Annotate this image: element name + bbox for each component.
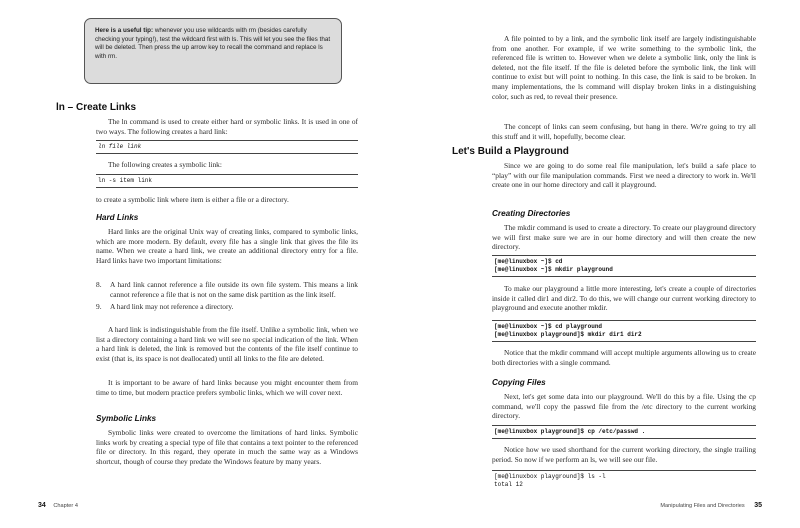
list-text: A hard link cannot reference a file outside its own file system. This means a link cannot reference a file that is not on the same disk partition as the link itself. [110, 280, 358, 299]
hard-links-heading: Hard Links [96, 213, 139, 222]
page-number: 34 [38, 502, 46, 509]
chapter-title-label: Manipulating Files and Directories [660, 503, 745, 509]
playground-heading: Let's Build a Playground [452, 146, 569, 157]
code-mkdir: [me@linuxbox ~]$ cd [me@linuxbox ~]$ mkdir playground [492, 255, 756, 277]
broken-links-para: A file pointed to by a link, and the symbolic link itself are largely indistinguishable from one another. For example, if we write something to the symbolic link, the referenced file is written to. However when we delete a symbolic link, only the link is deleted, not the file itself. If the file is deleted before the symbolic link, the link will continue to exist but will point to nothing. In this case, the link is said to be broken. In many implementations, the ls command will display broken links in a distinguishing color, such as red, to reveal their presence. [492, 34, 756, 101]
list-number: 8. [96, 280, 102, 289]
where-text: to create a symbolic link where item is either a file or a directory. [96, 195, 289, 204]
hard-links-p3: It is important to be aware of hard links because you might encounter them from time to time, but modern practice prefers symbolic links, which we will cover next. [96, 378, 358, 397]
chapter-label: Chapter 4 [53, 503, 78, 509]
mkdir-para: The mkdir command is used to create a directory. To create our playground directory we will first make sure we are in our home directory and will then create the new directory. [492, 223, 756, 252]
code-symbolic-link: ln -s item link [96, 174, 358, 188]
symbolic-links-p1: Symbolic links were created to overcome the limitations of hard links. Symbolic links work by creating a special type of file that contains a text pointer to the referenced file or directory. In this regard, they operate in much the same way as a Windows shortcut, though of course they predate the Windows feature by many years. [96, 428, 358, 466]
code-hard-link: ln file link [96, 140, 358, 154]
playground-para: Since we are going to do some real file manipulation, let's build a safe place to “play” with our file manipulation commands. First we need a directory to work in. We'll create one in our home directory and call it playground. [492, 161, 756, 190]
ln-intro: The ln command is used to create either hard or symbolic links. It is used in one of two ways. The following creates a hard link: [96, 117, 358, 136]
tip-box [84, 18, 342, 84]
shorthand-para: Notice how we used shorthand for the current working directory, the single trailing period. So now if we perform an ls, we will see our file. [492, 445, 756, 464]
ln-heading: ln – Create Links [56, 102, 137, 113]
list-item [96, 302, 358, 312]
interesting-para: To make our playground a little more interesting, let's create a couple of directories inside it called dir1 and dir2. To do this, we will change our current working directory to playground and execute another mkdir. [492, 284, 756, 313]
tip-text: whenever you use wildcards with rm (besides carefully checking your typing!), test the wildcard first with ls. This will let you see the files that will be deleted. Then press the up arrow key to recall the command and replace ls with rm. [95, 27, 331, 60]
copy-para: Next, let's get some data into our playground. We'll do this by a file. Using the cp command, we'll copy the passwd file from the /etc directory to the current working directory. [492, 392, 756, 421]
hard-links-p2: A hard link is indistinguishable from the file itself. Unlike a symbolic link, when we list a directory containing a hard link we will see no special indication of the link. When a hard link is deleted, the link is removed but the contents of the file itself continue to exist (that is, its space is not deallocated) until all links to the file are deleted. [96, 325, 358, 363]
notice-para: Notice that the mkdir command will accept multiple arguments allowing us to create both directories with a single command. [492, 348, 756, 367]
list-number: 9. [96, 302, 102, 312]
creating-directories-heading: Creating Directories [492, 209, 571, 218]
hard-links-p1: Hard links are the original Unix way of creating links, compared to symbolic links, which are more modern. By default, every file has a single link that gives the file its name. When we create a hard link, we create an additional directory entry for a file. Hard links have two important limitations: [96, 227, 358, 265]
code-dirs: [me@linuxbox ~]$ cd playground [me@linuxbox playground]$ mkdir dir1 dir2 [492, 320, 756, 342]
code-cp: [me@linuxbox playground]$ cp /etc/passwd . [492, 425, 756, 439]
concept-para: The concept of links can seem confusing, but hang in there. We're going to try all this stuff and it will, hopefully, become clear. [492, 122, 756, 141]
symlink-intro: The following creates a symbolic link: [108, 160, 222, 169]
list-item [96, 280, 358, 299]
symbolic-links-heading: Symbolic Links [96, 414, 157, 423]
code-ls: [me@linuxbox playground]$ ls -l total 12 [492, 470, 756, 491]
right-page [400, 0, 800, 528]
copying-files-heading: Copying Files [492, 378, 546, 387]
page-number: 35 [754, 502, 762, 509]
left-footer [38, 502, 78, 509]
list-text: A hard link may not reference a directory. [110, 302, 234, 312]
tip-label: Here is a useful tip: [95, 27, 154, 34]
right-footer [578, 502, 762, 509]
limitations-list [96, 280, 358, 315]
